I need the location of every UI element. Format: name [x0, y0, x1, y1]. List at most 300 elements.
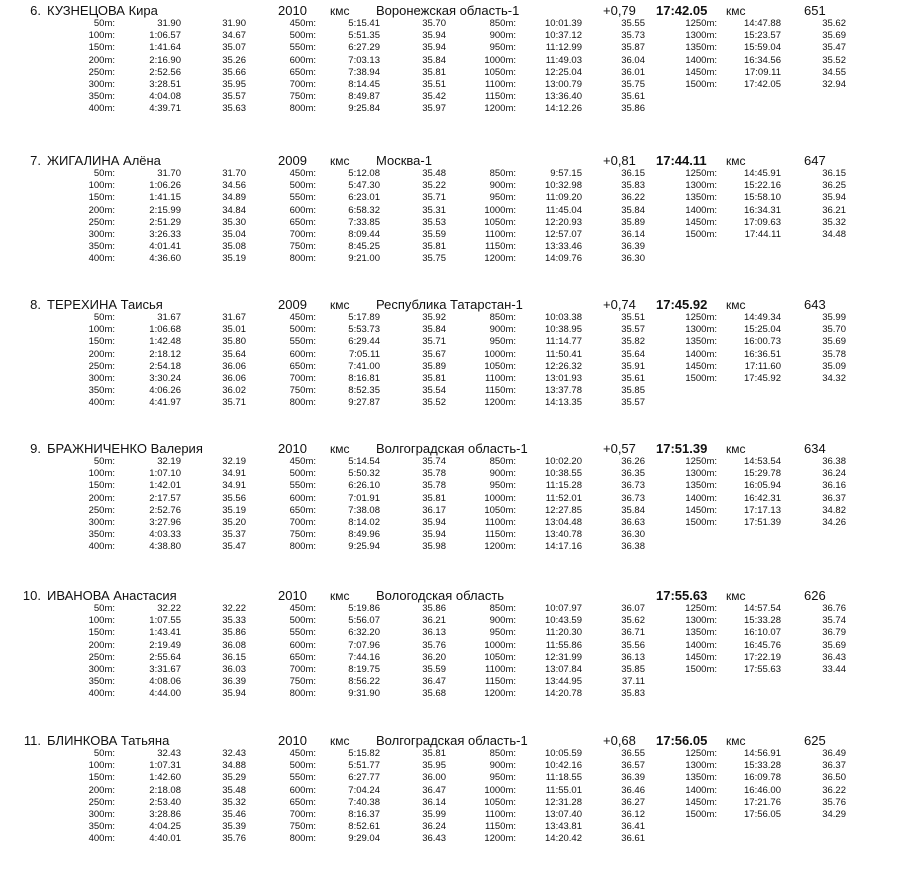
- split-lap-time: 35.29: [222, 772, 246, 784]
- split-cumulative-time: 2:51.29: [149, 216, 181, 228]
- split-distance: 1050m:: [484, 504, 516, 516]
- split-distance: 350m:: [88, 385, 115, 397]
- split-distance: 50m:: [93, 456, 115, 467]
- split-cumulative-time: 14:20.78: [545, 688, 582, 700]
- split-lap-time: 36.08: [222, 639, 246, 651]
- split-distance: 450m:: [289, 18, 316, 29]
- split-distance: 600m:: [289, 784, 316, 796]
- split-cumulative-time: 13:00.79: [545, 79, 582, 90]
- split-lap-time: 36.15: [822, 168, 846, 179]
- athlete-rank: кмс: [330, 734, 350, 748]
- split-lap-time: 36.43: [822, 651, 846, 663]
- split-distance: 300m:: [88, 373, 115, 384]
- split-lap-time: 36.30: [621, 253, 645, 265]
- split-cumulative-time: 14:12.26: [545, 103, 582, 115]
- split-cumulative-time: 8:49.96: [348, 529, 380, 541]
- split-distance: 400m:: [88, 833, 115, 845]
- split-lap-time: 35.57: [222, 91, 246, 103]
- split-cumulative-time: 8:16.81: [348, 373, 380, 384]
- split-distance: 1150m:: [485, 821, 516, 833]
- split-cumulative-time: 5:17.89: [348, 312, 380, 323]
- points: 651: [804, 3, 826, 18]
- split-cumulative-time: 14:47.88: [744, 18, 781, 29]
- split-distance: 300m:: [88, 229, 115, 240]
- split-lap-time: 35.70: [422, 18, 446, 29]
- athlete-region: Волгоградская область-1: [376, 441, 528, 456]
- split-distance: 950m:: [489, 480, 516, 492]
- split-lap-time: 34.32: [822, 373, 846, 384]
- split-distance: 1100m:: [485, 809, 516, 820]
- points: 634: [804, 441, 826, 456]
- split-distance: 750m:: [289, 821, 316, 833]
- split-distance: 1100m:: [485, 373, 516, 384]
- split-lap-time: 35.82: [621, 336, 645, 348]
- split-cumulative-time: 2:53.40: [149, 796, 181, 808]
- split-distance: 1400m:: [685, 639, 717, 651]
- split-cumulative-time: 9:29.04: [348, 833, 380, 845]
- split-lap-time: 36.73: [621, 480, 645, 492]
- split-cumulative-time: 15:58.10: [744, 192, 781, 204]
- split-cumulative-time: 15:59.04: [744, 42, 781, 54]
- split-cumulative-time: 16:00.73: [744, 336, 781, 348]
- split-cumulative-time: 1:41.15: [149, 192, 181, 204]
- athlete-region: Вологодская область: [376, 588, 505, 603]
- athlete-region: Воронежская область-1: [376, 3, 520, 18]
- split-distance: 1250m:: [685, 748, 717, 759]
- split-cumulative-time: 14:20.42: [545, 833, 582, 845]
- split-cumulative-time: 2:15.99: [149, 204, 181, 216]
- split-lap-time: 35.47: [222, 541, 246, 553]
- split-lap-time: 35.09: [822, 360, 846, 372]
- reaction-time: +0,79: [603, 3, 636, 18]
- split-distance: 950m:: [489, 42, 516, 54]
- split-distance: 50m:: [93, 168, 115, 179]
- split-lap-time: 35.81: [422, 748, 446, 759]
- split-lap-time: 35.64: [621, 348, 645, 360]
- athlete-birth-year: 2010: [278, 588, 307, 603]
- split-distance: 1200m:: [484, 253, 516, 265]
- split-distance: 350m:: [88, 676, 115, 688]
- split-cumulative-time: 31.90: [157, 18, 181, 29]
- split-distance: 900m:: [489, 324, 516, 336]
- split-lap-time: 36.47: [422, 676, 446, 688]
- split-distance: 500m:: [289, 468, 316, 480]
- split-cumulative-time: 9:27.87: [348, 397, 380, 409]
- split-cumulative-time: 13:04.48: [545, 517, 582, 528]
- split-distance: 1200m:: [484, 688, 516, 700]
- split-lap-time: 35.26: [222, 54, 246, 66]
- split-distance: 250m:: [88, 651, 115, 663]
- split-cumulative-time: 1:07.31: [149, 760, 181, 772]
- split-cumulative-time: 4:39.71: [149, 103, 181, 115]
- final-time: 17:42.05: [656, 3, 708, 18]
- split-distance: 750m:: [289, 529, 316, 541]
- split-lap-time: 36.25: [822, 180, 846, 192]
- split-lap-time: 35.66: [222, 66, 246, 78]
- split-cumulative-time: 5:56.07: [348, 615, 380, 627]
- split-lap-time: 35.84: [621, 504, 645, 516]
- split-cumulative-time: 3:28.51: [149, 79, 181, 90]
- split-distance: 1000m:: [484, 784, 516, 796]
- split-cumulative-time: 7:40.38: [348, 796, 380, 808]
- split-cumulative-time: 10:03.38: [545, 312, 582, 323]
- split-lap-time: 35.61: [621, 91, 645, 103]
- split-lap-time: 36.37: [822, 492, 846, 504]
- split-cumulative-time: 14:45.91: [744, 168, 781, 179]
- split-cumulative-time: 13:43.81: [545, 821, 582, 833]
- split-cumulative-time: 7:07.96: [348, 639, 380, 651]
- athlete-rank: кмс: [330, 4, 350, 18]
- split-lap-time: 35.74: [822, 615, 846, 627]
- split-cumulative-time: 16:34.56: [744, 54, 781, 66]
- split-cumulative-time: 1:07.55: [149, 615, 181, 627]
- split-distance: 1350m:: [685, 336, 717, 348]
- split-distance: 1500m:: [685, 517, 717, 528]
- split-cumulative-time: 9:31.90: [348, 688, 380, 700]
- split-lap-time: 36.04: [621, 54, 645, 66]
- split-cumulative-time: 8:49.87: [348, 91, 380, 103]
- split-lap-time: 35.08: [222, 241, 246, 253]
- split-cumulative-time: 2:18.12: [149, 348, 181, 360]
- split-distance: 1050m:: [484, 360, 516, 372]
- split-distance: 400m:: [88, 688, 115, 700]
- split-distance: 1300m:: [685, 760, 717, 772]
- split-lap-time: 35.75: [621, 79, 645, 90]
- athlete-name: ТЕРЕХИНА Таисья: [47, 297, 163, 312]
- split-distance: 1500m:: [685, 664, 717, 675]
- split-distance: 150m:: [88, 480, 115, 492]
- split-lap-time: 35.56: [621, 639, 645, 651]
- split-distance: 250m:: [88, 796, 115, 808]
- split-cumulative-time: 11:52.01: [545, 492, 582, 504]
- split-distance: 500m:: [289, 615, 316, 627]
- split-lap-time: 35.94: [222, 688, 246, 700]
- split-lap-time: 35.81: [422, 241, 446, 253]
- split-distance: 750m:: [289, 91, 316, 103]
- split-cumulative-time: 1:06.57: [149, 30, 181, 42]
- split-cumulative-time: 14:09.76: [545, 253, 582, 265]
- split-distance: 300m:: [88, 79, 115, 90]
- split-lap-time: 35.94: [422, 517, 446, 528]
- split-lap-time: 34.48: [822, 229, 846, 240]
- final-time: 17:55.63: [656, 588, 708, 603]
- split-distance: 300m:: [88, 809, 115, 820]
- split-lap-time: 35.19: [222, 504, 246, 516]
- final-time: 17:56.05: [656, 733, 708, 748]
- split-lap-time: 35.07: [222, 42, 246, 54]
- split-distance: 50m:: [93, 312, 115, 323]
- athlete-place: 9.: [30, 441, 41, 456]
- split-lap-time: 35.78: [822, 348, 846, 360]
- split-cumulative-time: 7:04.24: [348, 784, 380, 796]
- split-lap-time: 36.03: [222, 664, 246, 675]
- split-lap-time: 35.70: [822, 324, 846, 336]
- split-distance: 1150m:: [485, 385, 516, 397]
- split-distance: 650m:: [289, 216, 316, 228]
- split-cumulative-time: 17:56.05: [744, 809, 781, 820]
- split-cumulative-time: 1:42.60: [149, 772, 181, 784]
- split-distance: 700m:: [289, 79, 316, 90]
- reaction-time: +0,57: [603, 441, 636, 456]
- split-cumulative-time: 9:57.15: [550, 168, 582, 179]
- split-cumulative-time: 16:09.78: [744, 772, 781, 784]
- split-cumulative-time: 8:52.35: [348, 385, 380, 397]
- split-lap-time: 35.22: [422, 180, 446, 192]
- split-lap-time: 35.84: [422, 324, 446, 336]
- split-lap-time: 36.38: [822, 456, 846, 467]
- split-cumulative-time: 3:28.86: [149, 809, 181, 820]
- split-table: [0, 603, 900, 728]
- split-distance: 100m:: [88, 615, 115, 627]
- split-lap-time: 35.80: [222, 336, 246, 348]
- split-distance: 750m:: [289, 676, 316, 688]
- split-distance: 300m:: [88, 664, 115, 675]
- split-lap-time: 35.94: [422, 529, 446, 541]
- split-distance: 1050m:: [484, 651, 516, 663]
- split-lap-time: 35.75: [422, 253, 446, 265]
- split-distance: 450m:: [289, 748, 316, 759]
- split-cumulative-time: 10:32.98: [545, 180, 582, 192]
- split-cumulative-time: 12:27.85: [545, 504, 582, 516]
- split-lap-time: 36.79: [822, 627, 846, 639]
- split-distance: 150m:: [88, 772, 115, 784]
- split-distance: 250m:: [88, 216, 115, 228]
- split-lap-time: 36.15: [621, 168, 645, 179]
- split-cumulative-time: 16:42.31: [744, 492, 781, 504]
- split-lap-time: 33.44: [822, 664, 846, 675]
- split-distance: 500m:: [289, 30, 316, 42]
- split-lap-time: 36.43: [422, 833, 446, 845]
- split-cumulative-time: 13:07.40: [545, 809, 582, 820]
- split-lap-time: 35.69: [822, 30, 846, 42]
- split-lap-time: 35.94: [822, 192, 846, 204]
- split-lap-time: 35.89: [422, 360, 446, 372]
- split-cumulative-time: 32.43: [157, 748, 181, 759]
- split-cumulative-time: 11:09.20: [545, 192, 582, 204]
- split-lap-time: 36.26: [621, 456, 645, 467]
- split-lap-time: 35.01: [222, 324, 246, 336]
- split-lap-time: 36.01: [621, 66, 645, 78]
- reaction-time: +0,74: [603, 297, 636, 312]
- split-distance: 1350m:: [685, 192, 717, 204]
- split-lap-time: 35.94: [422, 42, 446, 54]
- split-distance: 1150m:: [485, 529, 516, 541]
- split-distance: 250m:: [88, 504, 115, 516]
- split-cumulative-time: 5:51.77: [348, 760, 380, 772]
- split-lap-time: 35.48: [422, 168, 446, 179]
- split-cumulative-time: 16:36.51: [744, 348, 781, 360]
- split-distance: 150m:: [88, 42, 115, 54]
- split-cumulative-time: 8:14.45: [348, 79, 380, 90]
- split-distance: 900m:: [489, 30, 516, 42]
- split-cumulative-time: 14:53.54: [744, 456, 781, 467]
- split-lap-time: 35.73: [621, 30, 645, 42]
- split-distance: 750m:: [289, 385, 316, 397]
- split-distance: 400m:: [88, 541, 115, 553]
- split-cumulative-time: 2:16.90: [149, 54, 181, 66]
- split-lap-time: 31.70: [222, 168, 246, 179]
- split-lap-time: 35.97: [422, 103, 446, 115]
- athlete-birth-year: 2009: [278, 297, 307, 312]
- split-lap-time: 32.19: [222, 456, 246, 467]
- split-distance: 1100m:: [485, 517, 516, 528]
- split-distance: 50m:: [93, 18, 115, 29]
- split-lap-time: 35.69: [822, 336, 846, 348]
- split-cumulative-time: 13:01.93: [545, 373, 582, 384]
- split-lap-time: 36.63: [621, 517, 645, 528]
- achieved-rank: кмс: [726, 442, 746, 456]
- split-distance: 1250m:: [685, 312, 717, 323]
- split-lap-time: 35.76: [822, 796, 846, 808]
- split-distance: 1300m:: [685, 324, 717, 336]
- split-distance: 700m:: [289, 664, 316, 675]
- split-lap-time: 34.56: [222, 180, 246, 192]
- split-lap-time: 32.43: [222, 748, 246, 759]
- split-cumulative-time: 11:12.99: [545, 42, 582, 54]
- split-lap-time: 36.06: [222, 373, 246, 384]
- split-cumulative-time: 15:29.78: [744, 468, 781, 480]
- split-cumulative-time: 10:37.12: [545, 30, 582, 42]
- split-cumulative-time: 12:26.32: [545, 360, 582, 372]
- split-cumulative-time: 1:06.68: [149, 324, 181, 336]
- split-cumulative-time: 32.19: [157, 456, 181, 467]
- split-lap-time: 35.51: [621, 312, 645, 323]
- split-cumulative-time: 4:06.26: [149, 385, 181, 397]
- split-cumulative-time: 7:33.85: [348, 216, 380, 228]
- split-cumulative-time: 8:14.02: [348, 517, 380, 528]
- split-cumulative-time: 3:31.67: [149, 664, 181, 675]
- split-lap-time: 35.52: [422, 397, 446, 409]
- split-lap-time: 36.41: [621, 821, 645, 833]
- split-cumulative-time: 2:19.49: [149, 639, 181, 651]
- split-distance: 1200m:: [484, 541, 516, 553]
- split-cumulative-time: 13:37.78: [545, 385, 582, 397]
- split-lap-time: 35.19: [222, 253, 246, 265]
- split-cumulative-time: 1:07.10: [149, 468, 181, 480]
- split-distance: 1400m:: [685, 54, 717, 66]
- split-distance: 1350m:: [685, 772, 717, 784]
- split-distance: 1100m:: [485, 229, 516, 240]
- split-cumulative-time: 11:20.30: [545, 627, 582, 639]
- split-lap-time: 34.89: [222, 192, 246, 204]
- split-lap-time: 35.46: [222, 809, 246, 820]
- split-lap-time: 37.11: [621, 676, 645, 688]
- split-cumulative-time: 8:52.61: [348, 821, 380, 833]
- split-distance: 1000m:: [484, 639, 516, 651]
- athlete-rank: кмс: [330, 589, 350, 603]
- split-cumulative-time: 4:08.06: [149, 676, 181, 688]
- split-distance: 900m:: [489, 180, 516, 192]
- split-distance: 850m:: [489, 312, 516, 323]
- split-distance: 850m:: [489, 168, 516, 179]
- split-lap-time: 35.86: [222, 627, 246, 639]
- split-distance: 400m:: [88, 253, 115, 265]
- split-lap-time: 35.57: [621, 324, 645, 336]
- split-cumulative-time: 9:21.00: [348, 253, 380, 265]
- split-cumulative-time: 17:44.11: [744, 229, 781, 240]
- split-cumulative-time: 1:42.01: [149, 480, 181, 492]
- split-distance: 200m:: [88, 784, 115, 796]
- split-lap-time: 34.55: [822, 66, 846, 78]
- split-lap-time: 36.49: [822, 748, 846, 759]
- athlete-entry: [0, 588, 900, 728]
- split-distance: 650m:: [289, 796, 316, 808]
- split-lap-time: 35.61: [621, 373, 645, 384]
- split-lap-time: 35.81: [422, 492, 446, 504]
- split-distance: 1350m:: [685, 627, 717, 639]
- split-cumulative-time: 17:17.13: [744, 504, 781, 516]
- split-distance: 1500m:: [685, 229, 717, 240]
- split-distance: 550m:: [289, 772, 316, 784]
- split-distance: 450m:: [289, 168, 316, 179]
- split-lap-time: 35.37: [222, 529, 246, 541]
- split-cumulative-time: 7:38.08: [348, 504, 380, 516]
- split-cumulative-time: 4:36.60: [149, 253, 181, 265]
- split-cumulative-time: 15:23.57: [744, 30, 781, 42]
- split-lap-time: 36.00: [422, 772, 446, 784]
- split-cumulative-time: 5:19.86: [348, 603, 380, 614]
- split-distance: 450m:: [289, 456, 316, 467]
- split-cumulative-time: 16:10.07: [744, 627, 781, 639]
- split-distance: 450m:: [289, 603, 316, 614]
- split-lap-time: 35.69: [822, 639, 846, 651]
- split-lap-time: 36.14: [422, 796, 446, 808]
- split-cumulative-time: 5:51.35: [348, 30, 380, 42]
- split-distance: 900m:: [489, 468, 516, 480]
- split-cumulative-time: 13:36.40: [545, 91, 582, 103]
- split-cumulative-time: 4:01.41: [149, 241, 181, 253]
- split-cumulative-time: 10:01.39: [545, 18, 582, 29]
- split-cumulative-time: 15:33.28: [744, 760, 781, 772]
- split-cumulative-time: 11:50.41: [545, 348, 582, 360]
- split-lap-time: 36.14: [621, 229, 645, 240]
- split-cumulative-time: 15:33.28: [744, 615, 781, 627]
- split-lap-time: 35.74: [422, 456, 446, 467]
- split-cumulative-time: 12:20.93: [545, 216, 582, 228]
- final-time: 17:44.11: [656, 153, 707, 168]
- split-lap-time: 36.02: [222, 385, 246, 397]
- split-lap-time: 36.55: [621, 748, 645, 759]
- split-cumulative-time: 11:15.28: [545, 480, 582, 492]
- split-cumulative-time: 17:11.60: [744, 360, 781, 372]
- split-cumulative-time: 10:42.16: [545, 760, 582, 772]
- athlete-entry: [0, 3, 900, 143]
- athlete-birth-year: 2010: [278, 441, 307, 456]
- split-lap-time: 36.71: [621, 627, 645, 639]
- split-cumulative-time: 5:12.08: [348, 168, 380, 179]
- split-cumulative-time: 8:45.25: [348, 241, 380, 253]
- split-table: [0, 18, 900, 143]
- split-distance: 700m:: [289, 517, 316, 528]
- split-lap-time: 34.91: [222, 480, 246, 492]
- split-distance: 1150m:: [485, 676, 516, 688]
- split-distance: 1500m:: [685, 809, 717, 820]
- split-distance: 500m:: [289, 324, 316, 336]
- split-cumulative-time: 6:29.44: [348, 336, 380, 348]
- split-distance: 950m:: [489, 627, 516, 639]
- split-lap-time: 32.94: [822, 79, 846, 90]
- points: 626: [804, 588, 826, 603]
- split-lap-time: 36.13: [621, 651, 645, 663]
- split-distance: 300m:: [88, 517, 115, 528]
- split-distance: 700m:: [289, 373, 316, 384]
- split-cumulative-time: 5:15.41: [348, 18, 380, 29]
- split-cumulative-time: 2:18.08: [149, 784, 181, 796]
- athlete-name: БЛИНКОВА Татьяна: [47, 733, 170, 748]
- split-distance: 750m:: [289, 241, 316, 253]
- split-cumulative-time: 4:44.00: [149, 688, 181, 700]
- split-lap-time: 35.78: [422, 468, 446, 480]
